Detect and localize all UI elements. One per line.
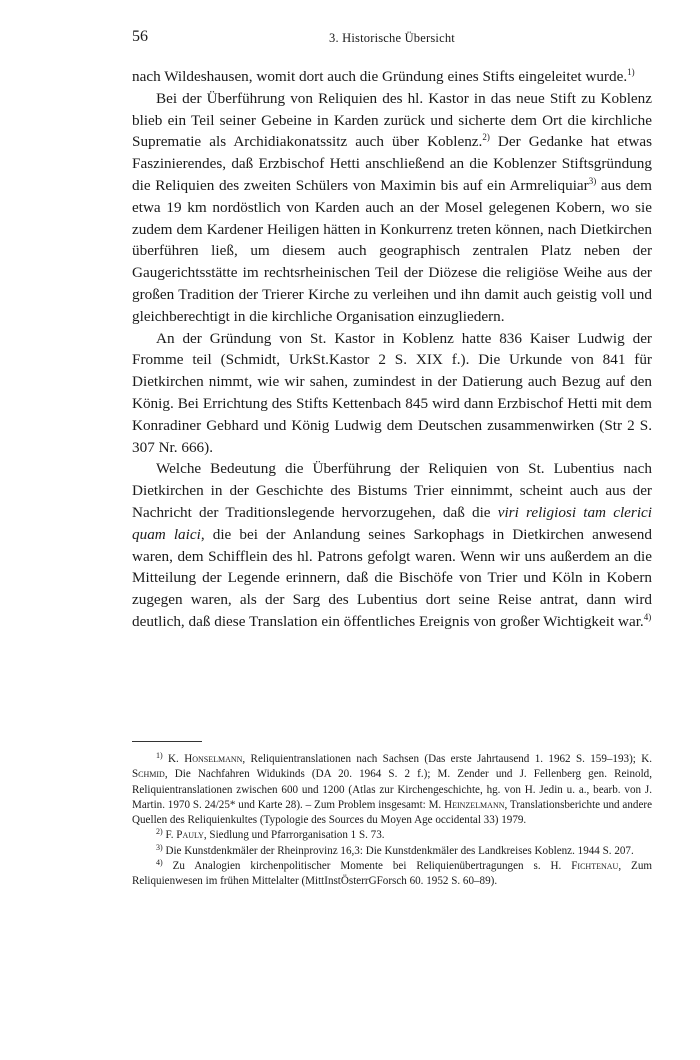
footnote-1	[132, 752, 652, 828]
footnote-number: 2)	[156, 827, 163, 837]
page-header	[132, 28, 652, 50]
footnote-divider	[132, 741, 202, 742]
footnote-3	[132, 844, 652, 859]
footnote-number: 4)	[156, 858, 163, 868]
paragraph-text: aus dem etwa 19 km nordöstlich von Karden auch an der Mosel gelegenen Kobern, wo sie zudem dem Kardener Heiligen hätten in Konkurrenz treten können, nach Dietkirchen überführen ließ, um diesem auch geographisch zentralen Platz neben der Gaugerichtsstätte im rechtsrheinischen Teil der Diözese die religiöse Weihe aus der großen Tradition der Trierer Kirche zu verleihen und ihn damit auch geistig voll und gleichberechtigt in die kirchliche Organisation einzugliedern.	[132, 176, 652, 325]
footnote-number: 1)	[156, 751, 163, 760]
footnote-text: Zu Analogien kirchenpolitischer Momente bei Reliquienübertragungen s. H.	[162, 860, 572, 873]
footnote-4	[132, 859, 652, 890]
footnote-ref-2: 2)	[482, 132, 490, 143]
footnote-text: , Die Nachfahren Widukinds (DA 20. 1964 S. 2 f.); M. Zender und J. Fellenberg gen. Reinold, Reliquientranslationen zwischen 600 und 1200 (Atlas zur Kirchengeschichte, hg. von H. Jedin u. a., bearb. von J. Martin. 1970 S. 24/25* und Karte 28). – Zum Problem insgesamt: M.	[132, 768, 652, 811]
paragraph-text: Bei der Überführung von Reliquien des hl. Kastor in das neue Stift zu Koblenz blieb ein Teil seiner Gebeine in Karden zurück und sicherte dem Ort die kirchliche Suprematie als Archidiakonatssitz auch über Koblenz.	[132, 89, 652, 151]
author-name: Heinzelmann	[444, 798, 505, 811]
paragraph-2	[132, 88, 652, 328]
author-name: Pauly	[176, 829, 204, 842]
footnote-text: , Siedlung und Pfarrorganisation 1 S. 73.	[203, 829, 385, 842]
footnote-ref-4: 4)	[643, 611, 652, 622]
paragraph-text: Der Gedanke hat etwas Faszinierendes, daß Erzbischof Hetti anschließend an die Koblenzer Stiftsgründung die Reliquien des zweiten Schülers von Maximin bis auf ein Armreliquiar	[132, 133, 653, 194]
paragraph-text: Welche Bedeutung die Überführung der Reliquien von St. Lubentius nach Dietkirchen in der Geschichte des Bistums Trier einnimmt, scheint auch aus der Nachricht der Traditionslegende hervorzugehen, daß die	[132, 460, 652, 521]
author-name: Schmid	[132, 768, 165, 781]
paragraph-4	[132, 458, 652, 632]
body-text	[132, 66, 652, 633]
footnote-text: Die Kunstdenkmäler der Rheinprovinz 16,3: Die Kunstdenkmäler des Landkreises Koblenz. 1944 S. 207.	[162, 844, 634, 857]
latin-quote: viri religiosi tam clerici quam laici	[132, 503, 652, 543]
footnote-text: F.	[162, 829, 177, 842]
paragraph-3: An der Gründung von St. Kastor in Koblenz hatte 836 Kaiser Ludwig der Fromme teil (Schmidt, UrkSt.Kastor 2 S. XIX f.). Die Urkunde von 841 für Dietkirchen nimmt, wie wir sahen, zumindest in der Datierung auch Bezug auf den König. Bei Errichtung des Stifts Kettenbach 845 wird dann Erzbischof Hetti mit dem Konradiner Gebhard und König Ludwig dem Deutschen zusammenwirken (Str 2 S. 307 Nr. 666).	[132, 329, 652, 456]
paragraph-text: nach Wildeshausen, womit dort auch die Gründung eines Stifts eingeleitet wurde.	[132, 68, 628, 85]
footnote-text: , Reliquientranslationen nach Sachsen (Das erste Jahrtausend 1. 1962 S. 159–193); K.	[242, 753, 652, 765]
author-name: Fichtenau	[571, 860, 619, 873]
author-name: Honselmann	[184, 753, 243, 765]
footnote-text: K.	[162, 753, 185, 765]
footnote-text: , Translationsberichte und andere Quellen des Reliquienkultes (Typologie des Sources du Moyen Age occidental 33) 1979.	[132, 798, 652, 827]
footnotes	[132, 752, 652, 890]
paragraph-text: , die bei der Anlandung seines Sarkophags in Dietkirchen anwesend waren, dem Schifflein des hl. Patrons gefolgt waren. Wenn wir uns außerdem an die Mitteilung der Legende erinnern, daß die Bischöfe von Trier und Köln in Kobern zugegen waren, als der Sarg des Lubentius dort seine Reise antrat, dann wird deutlich, daß diese Translation ein öffentliches Ereignis von großer Wichtigkeit war.	[132, 525, 652, 630]
paragraph-1	[132, 66, 652, 88]
footnote-2	[132, 828, 652, 843]
footnote-ref-3: 3)	[588, 175, 597, 186]
page-number: 56	[132, 28, 148, 45]
footnote-number: 3)	[156, 842, 163, 852]
running-head: 3. Historische Übersicht	[329, 31, 455, 45]
footnote-ref-1: 1)	[627, 67, 635, 77]
footnote-text: , Zum Reliquienwesen im frühen Mittelalter (MittInstÖsterrGForsch 60. 1952 S. 60–89).	[132, 860, 652, 888]
